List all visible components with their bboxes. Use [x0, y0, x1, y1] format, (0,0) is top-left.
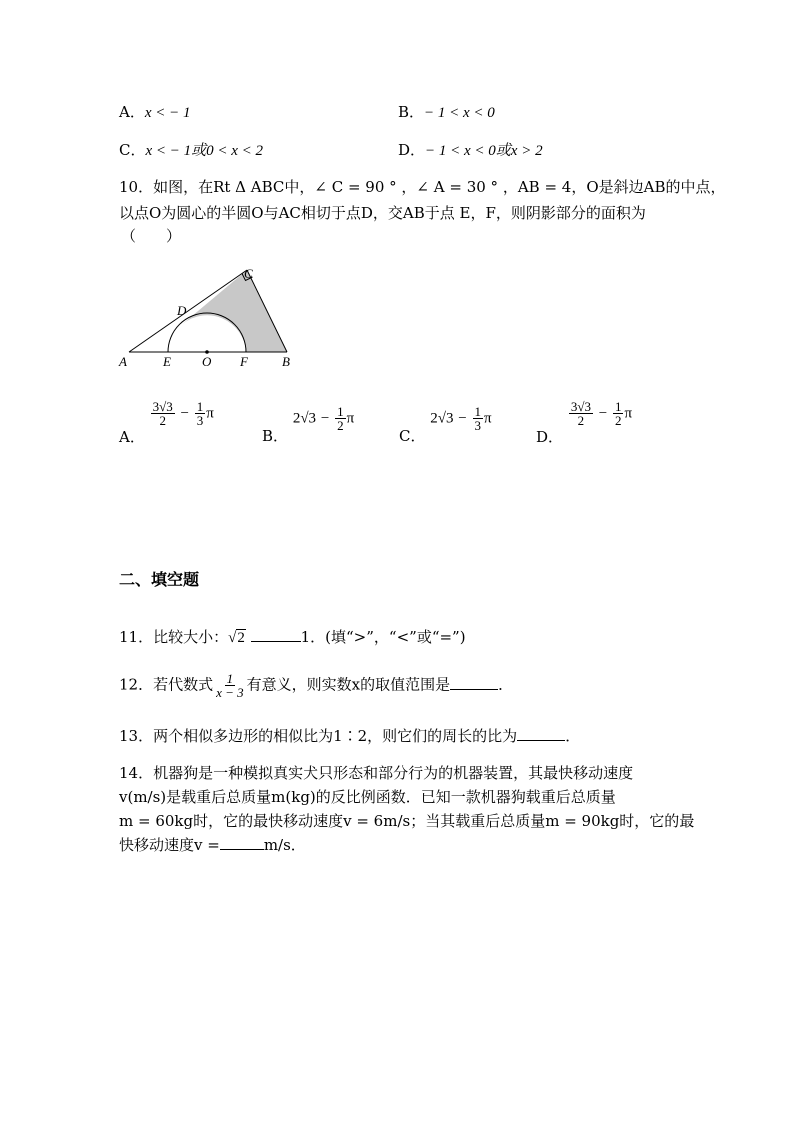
label-e: E — [163, 354, 171, 369]
pi-symbol: π — [484, 410, 492, 427]
denominator: 2 — [159, 413, 166, 428]
numerator: 1 — [474, 404, 482, 419]
q10-option-b — [262, 404, 355, 445]
option-label: D． — [536, 427, 564, 446]
denominator: x − 3 — [216, 685, 244, 700]
denominator: 2 — [577, 413, 585, 428]
q12-end: ． — [498, 675, 514, 694]
q14-line1: 14．机器狗是一种模拟真实犬只形态和部分行为的机器装置，其最快移动速度 — [119, 764, 634, 782]
q9-option-a — [119, 101, 191, 122]
radicand: 2 — [237, 630, 245, 646]
denominator: 2 — [614, 413, 622, 428]
answer-blank[interactable] — [517, 740, 565, 741]
q11 — [119, 626, 466, 647]
q13 — [119, 725, 580, 746]
q11-prefix: 11．比较大小： — [119, 628, 229, 646]
option-expr: − 1 < x < 0 — [424, 105, 495, 121]
q10-stem-line3: （ ） — [121, 227, 182, 245]
q10-option-c — [399, 404, 492, 445]
sqrt-two: √2 — [228, 630, 245, 646]
fraction — [569, 400, 593, 427]
option-expr: − 1 < x < 0或x > 2 — [425, 143, 543, 159]
label-b: B — [282, 354, 290, 369]
pi-symbol: π — [624, 405, 633, 422]
answer-blank[interactable] — [251, 641, 301, 642]
minus-sign: − — [458, 410, 467, 427]
option-label: D． — [398, 141, 426, 159]
q10-option-a — [119, 399, 214, 446]
radical-term: 2√3 — [292, 410, 317, 427]
denominator: 3 — [196, 413, 204, 428]
pi-symbol: π — [206, 405, 214, 422]
fraction — [214, 672, 246, 699]
radical-term: 2√3 — [430, 410, 454, 427]
section-title: 二、填空题 — [119, 570, 200, 589]
fraction — [151, 400, 175, 427]
q14-line4-suffix: m/s． — [263, 836, 306, 854]
label-c: C — [244, 266, 253, 281]
numerator: 1 — [337, 404, 344, 419]
option-label: C． — [119, 141, 146, 159]
q10-option-d — [536, 399, 633, 446]
q9-option-b — [398, 101, 495, 122]
option-label: C． — [399, 426, 426, 445]
q10-stem-line1: 10．如图，在Rt Δ ABC中，∠ C = 90 ° ，∠ A = 30 ° ，AB = 4，O是斜边AB的中点， — [119, 178, 726, 196]
label-a: A — [119, 354, 127, 369]
minus-sign: − — [320, 410, 330, 427]
denominator: 3 — [474, 418, 482, 433]
q11-suffix: 1．(填“>”，“<”或“=”) — [300, 628, 466, 646]
answer-blank[interactable] — [450, 689, 498, 690]
q14-line3: m = 60kg时，它的最快移动速度v = 6m/s；当其载重后总质量m = 90kg时，它的最 — [119, 812, 695, 830]
minus-sign: − — [598, 405, 608, 422]
pi-symbol: π — [346, 410, 355, 427]
label-o: O — [202, 354, 212, 369]
label-d: D — [177, 303, 187, 318]
numerator: 3√3 — [570, 399, 591, 414]
answer-blank[interactable] — [220, 849, 264, 850]
minus-sign: − — [180, 405, 190, 422]
q13-end: ． — [565, 727, 581, 745]
numerator: 1 — [196, 399, 204, 414]
option-expr: x < − 1 — [144, 105, 191, 121]
option-label: A． — [119, 427, 145, 446]
shaded-region — [183, 270, 288, 352]
q12 — [119, 672, 513, 699]
q12-prefix: 12．若代数式 — [119, 675, 214, 694]
q14-line4-prefix: 快移动速度v = — [119, 836, 220, 854]
q9-option-d — [398, 139, 543, 160]
fraction — [613, 400, 624, 427]
label-f: F — [240, 354, 248, 369]
q9-option-c — [119, 139, 263, 160]
fraction — [473, 405, 484, 432]
q10-stem-line2: 以点O为圆心的半圆O与AC相切于点D，交AB于点 E，F，则阴影部分的面积为 — [119, 204, 646, 222]
q12-suffix: 有意义，则实数x的取值范围是 — [246, 675, 451, 694]
q10-figure — [115, 262, 305, 372]
q14-line4 — [119, 834, 306, 855]
numerator: 1 — [226, 671, 234, 686]
fraction — [195, 400, 206, 427]
q14-line2: v(m/s)是载重后总质量m(kg)的反比例函数．已知一款机器狗载重后总质量 — [119, 788, 616, 806]
q13-text: 13．两个相似多边形的相似比为1∶2，则它们的周长的比为 — [119, 727, 518, 745]
numerator: 1 — [614, 399, 622, 414]
option-expr: x < − 1或0 < x < 2 — [145, 143, 264, 159]
fraction — [335, 405, 346, 432]
option-label: A． — [119, 103, 145, 121]
denominator: 2 — [337, 418, 344, 433]
numerator: 3√3 — [152, 399, 173, 414]
option-label: B． — [262, 426, 289, 445]
option-label: B． — [398, 103, 425, 121]
